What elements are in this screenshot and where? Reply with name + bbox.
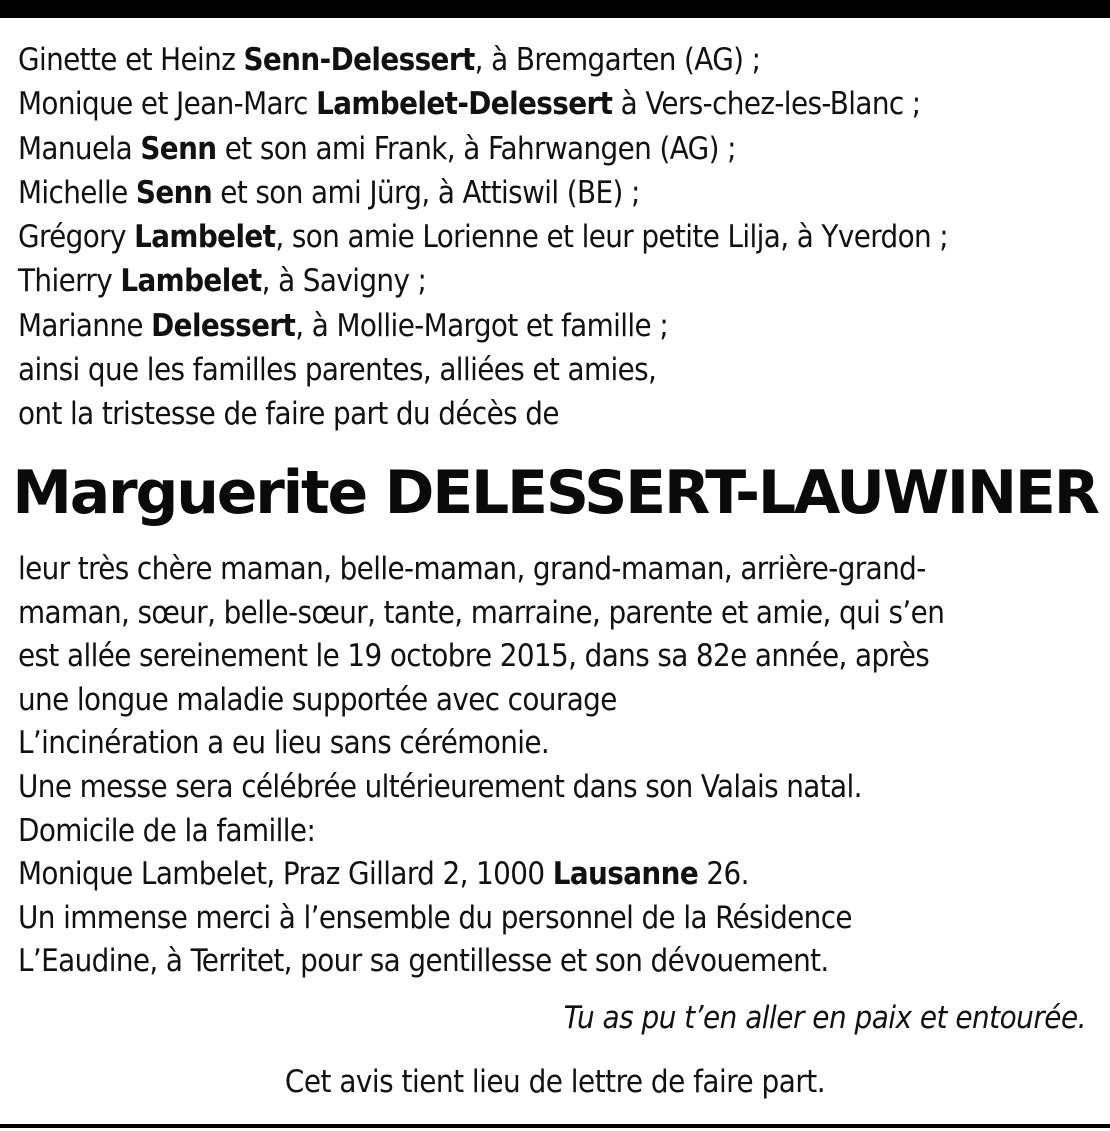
family-line: Monique et Jean-Marc Lambelet-Delessert à Vers-chez-les-Blanc ; <box>18 86 921 123</box>
body-line: maman, sœur, belle-sœur, tante, marraine, parente et amie, qui s’en <box>18 594 945 631</box>
deceased-name: Marguerite DELESSERT-LAUWINER <box>12 458 1098 528</box>
body-line: Une messe sera célébrée ultérieurement dans son Valais natal. <box>18 768 862 805</box>
family-line: Grégory Lambelet, son amie Lorienne et leur petite Lilja, à Yverdon ; <box>18 219 949 256</box>
body-line: est allée sereinement le 19 octobre 2015, dans sa 82e année, après <box>18 638 930 675</box>
body-line: une longue maladie supportée avec courage <box>18 681 617 718</box>
family-line: ont la tristesse de faire part du décès de <box>18 396 559 433</box>
motto: Tu as pu t’en aller en paix et entourée. <box>563 1000 1086 1036</box>
announcement-body <box>18 548 1098 984</box>
family-line: ainsi que les familles parentes, alliées et amies, <box>18 352 657 389</box>
family-line: Marianne Delessert, à Mollie-Margot et famille ; <box>18 307 669 344</box>
family-line: Thierry Lambelet, à Savigny ; <box>18 263 427 300</box>
body-line: L’Eaudine, à Territet, pour sa gentillesse et son dévouement. <box>18 943 829 980</box>
closing-note: Cet avis tient lieu de lettre de faire part. <box>284 1064 826 1100</box>
body-line: Domicile de la famille: <box>18 812 316 849</box>
body-line: Un immense merci à l’ensemble du personnel de la Résidence <box>18 899 852 936</box>
family-list <box>18 38 1098 437</box>
body-line: leur très chère maman, belle-maman, grand-maman, arrière-grand- <box>18 551 926 587</box>
family-line: Manuela Senn et son ami Frank, à Fahrwangen (AG) ; <box>18 130 736 167</box>
address-line: Monique Lambelet, Praz Gillard 2, 1000 Lausanne 26. <box>18 856 749 893</box>
body-line: L’incinération a eu lieu sans cérémonie. <box>18 725 550 762</box>
top-rule <box>0 0 1110 18</box>
bottom-rule <box>0 1124 1110 1128</box>
family-line: Michelle Senn et son ami Jürg, à Attiswil (BE) ; <box>18 174 640 211</box>
family-line: Ginette et Heinz Senn-Delessert, à Bremgarten (AG) ; <box>18 42 761 78</box>
